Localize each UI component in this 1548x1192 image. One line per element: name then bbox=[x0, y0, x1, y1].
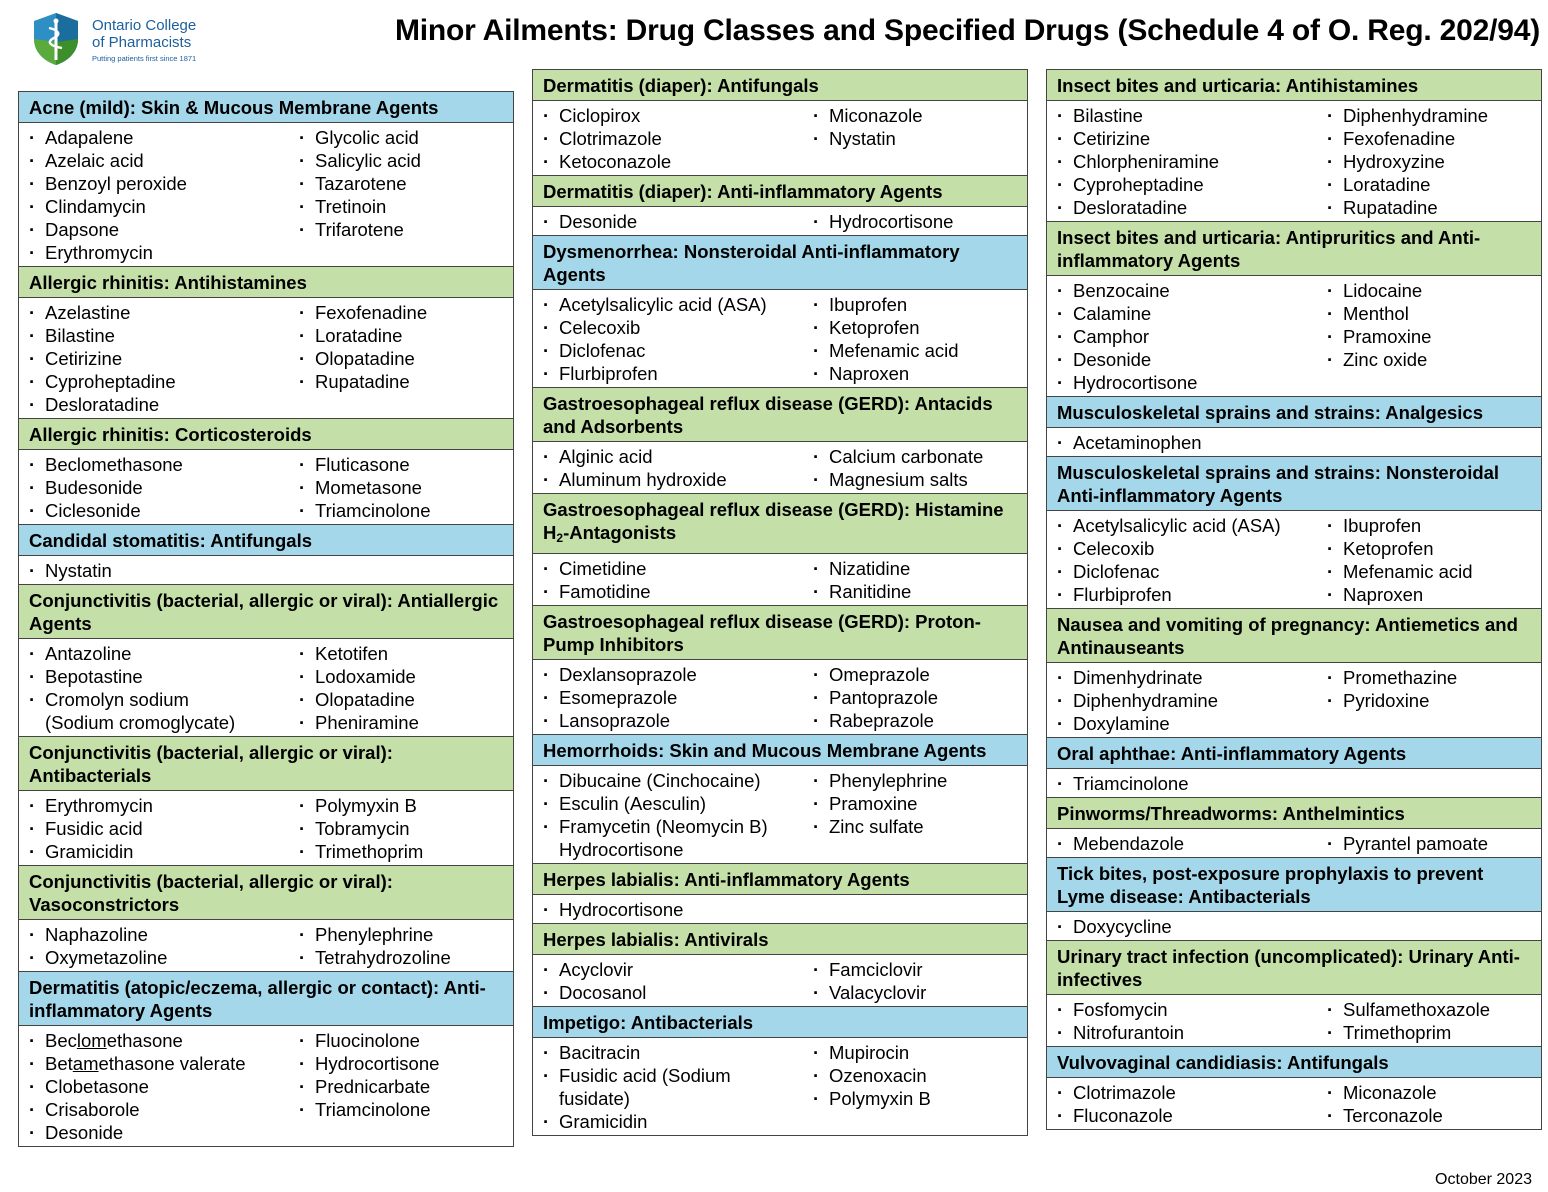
logo-name-line1: Ontario College bbox=[92, 17, 197, 34]
drug-list bbox=[1047, 829, 1541, 857]
drug-list-right bbox=[297, 1029, 505, 1144]
ailment-section bbox=[533, 735, 1027, 864]
drug-list bbox=[1047, 663, 1541, 737]
drug-list-right bbox=[1325, 279, 1533, 394]
drug-list-left bbox=[27, 301, 297, 416]
drug-item: · Tobramycin bbox=[297, 817, 505, 840]
drug-item: · Promethazine bbox=[1325, 666, 1533, 689]
drug-item: · Bilastine bbox=[27, 324, 297, 347]
drug-item: · Zinc sulfate bbox=[811, 815, 1019, 838]
drug-list-right bbox=[1325, 1081, 1533, 1127]
drug-item: · Desonide bbox=[27, 1121, 297, 1144]
drug-item: · Lansoprazole bbox=[541, 709, 811, 732]
drug-list-right bbox=[811, 958, 1019, 1004]
drug-list-left bbox=[27, 642, 297, 734]
drug-list bbox=[1047, 995, 1541, 1046]
drug-item: · Omeprazole bbox=[811, 663, 1019, 686]
drug-list-right bbox=[297, 642, 505, 734]
section-header: Insect bites and urticaria: Antipruritics and Anti-inflammatory Agents bbox=[1047, 222, 1541, 276]
ailment-section bbox=[1047, 798, 1541, 858]
drug-item: · Valacyclovir bbox=[811, 981, 1019, 1004]
drug-item: · Mefenamic acid bbox=[811, 339, 1019, 362]
drug-list-right bbox=[1325, 832, 1533, 855]
drug-item: · Trifarotene bbox=[297, 218, 505, 241]
section-header: Impetigo: Antibacterials bbox=[533, 1007, 1027, 1038]
section-header: Pinworms/Threadworms: Anthelmintics bbox=[1047, 798, 1541, 829]
ailment-section bbox=[19, 972, 513, 1146]
drug-list-right bbox=[297, 301, 505, 416]
drug-list-left bbox=[541, 1041, 811, 1133]
drug-item: · Ibuprofen bbox=[1325, 514, 1533, 537]
drug-list-left bbox=[27, 559, 297, 582]
drug-list-right bbox=[297, 923, 505, 969]
drug-list-left bbox=[1055, 772, 1325, 795]
drug-item: · Mebendazole bbox=[1055, 832, 1325, 855]
drug-item: · Salicylic acid bbox=[297, 149, 505, 172]
drug-item: · Docosanol bbox=[541, 981, 811, 1004]
drug-item: · Ketoconazole bbox=[541, 150, 811, 173]
section-header: Conjunctivitis (bacterial, allergic or viral): Antibacterials bbox=[19, 737, 513, 791]
drug-item: · Calamine bbox=[1055, 302, 1325, 325]
ailment-section bbox=[19, 737, 513, 866]
drug-item: · Ciclopirox bbox=[541, 104, 811, 127]
drug-list-left bbox=[1055, 1081, 1325, 1127]
ailment-section bbox=[533, 494, 1027, 606]
drug-item: · Desloratadine bbox=[1055, 196, 1325, 219]
section-header: Gastroesophageal reflux disease (GERD): Proton-Pump Inhibitors bbox=[533, 606, 1027, 660]
drug-list bbox=[1047, 276, 1541, 396]
drug-item: · Tazarotene bbox=[297, 172, 505, 195]
section-header: Dermatitis (diaper): Antifungals bbox=[533, 70, 1027, 101]
section-header: Gastroesophageal reflux disease (GERD): Histamine $H_2$-Antagonists bbox=[533, 494, 1027, 554]
section-header: Acne (mild): Skin & Mucous Membrane Agents bbox=[19, 92, 513, 123]
drug-item: · Nitrofurantoin bbox=[1055, 1021, 1325, 1044]
section-header: Dermatitis (atopic/eczema, allergic or contact): Anti-inflammatory Agents bbox=[19, 972, 513, 1026]
drug-list-right bbox=[1325, 431, 1533, 454]
drug-item: · Acetylsalicylic acid (ASA) bbox=[541, 293, 811, 316]
drug-item: · Fluconazole bbox=[1055, 1104, 1325, 1127]
drug-item: · Clobetasone bbox=[27, 1075, 297, 1098]
drug-list-left bbox=[1055, 514, 1325, 606]
drug-item: · Acetaminophen bbox=[1055, 431, 1325, 454]
drug-item: · Pramoxine bbox=[811, 792, 1019, 815]
drug-item: · Famciclovir bbox=[811, 958, 1019, 981]
drug-list bbox=[1047, 912, 1541, 940]
section-header: Herpes labialis: Antivirals bbox=[533, 924, 1027, 955]
section-header: Musculoskeletal sprains and strains: Analgesics bbox=[1047, 397, 1541, 428]
ailment-section bbox=[533, 388, 1027, 494]
drug-list-right bbox=[297, 559, 505, 582]
drug-item: · Cetirizine bbox=[1055, 127, 1325, 150]
drug-list bbox=[19, 639, 513, 736]
ailment-section bbox=[19, 525, 513, 585]
drug-list-right bbox=[811, 104, 1019, 173]
section-header: Insect bites and urticaria: Antihistamines bbox=[1047, 70, 1541, 101]
drug-item: · Flurbiprofen bbox=[541, 362, 811, 385]
ailment-section bbox=[1047, 70, 1541, 222]
drug-item: · Ibuprofen bbox=[811, 293, 1019, 316]
drug-list-right bbox=[1325, 514, 1533, 606]
drug-list bbox=[19, 920, 513, 971]
drug-list-left bbox=[27, 1029, 297, 1144]
drug-item: · Hydroxyzine bbox=[1325, 150, 1533, 173]
drug-item: · Mometasone bbox=[297, 476, 505, 499]
drug-list-left bbox=[1055, 666, 1325, 735]
drug-item: · Diclofenac bbox=[1055, 560, 1325, 583]
section-header: Candidal stomatitis: Antifungals bbox=[19, 525, 513, 556]
ailment-section bbox=[533, 70, 1027, 176]
drug-list-left bbox=[541, 104, 811, 173]
drug-list bbox=[533, 207, 1027, 235]
drug-item: · Polymyxin B bbox=[811, 1087, 1019, 1110]
drug-item: · Naproxen bbox=[811, 362, 1019, 385]
drug-item: · Ranitidine bbox=[811, 580, 1019, 603]
drug-item: · Clotrimazole bbox=[541, 127, 811, 150]
drug-list-right bbox=[1325, 104, 1533, 219]
drug-item: · Loratadine bbox=[1325, 173, 1533, 196]
drug-list bbox=[533, 660, 1027, 734]
section-header: Conjunctivitis (bacterial, allergic or viral): Vasoconstrictors bbox=[19, 866, 513, 920]
drug-list-right bbox=[1325, 772, 1533, 795]
drug-list-right bbox=[811, 898, 1019, 921]
drug-list bbox=[533, 554, 1027, 605]
section-header: Dysmenorrhea: Nonsteroidal Anti-inflammatory Agents bbox=[533, 236, 1027, 290]
drug-list bbox=[533, 101, 1027, 175]
drug-list-left bbox=[541, 898, 811, 921]
drug-item: · Tretinoin bbox=[297, 195, 505, 218]
drug-item: · Pyrantel pamoate bbox=[1325, 832, 1533, 855]
drug-item: · Diphenhydramine bbox=[1055, 689, 1325, 712]
drug-list bbox=[19, 1026, 513, 1146]
drug-item: · Chlorpheniramine bbox=[1055, 150, 1325, 173]
drug-item: · Desonide bbox=[1055, 348, 1325, 371]
drug-list-right bbox=[1325, 998, 1533, 1044]
ailment-section bbox=[1047, 397, 1541, 457]
drug-list-left bbox=[1055, 832, 1325, 855]
drug-item: · Pyridoxine bbox=[1325, 689, 1533, 712]
drug-item: · Zinc oxide bbox=[1325, 348, 1533, 371]
section-header: Tick bites, post-exposure prophylaxis to prevent Lyme disease: Antibacterials bbox=[1047, 858, 1541, 912]
drug-item: · Miconazole bbox=[811, 104, 1019, 127]
ailment-section bbox=[1047, 738, 1541, 798]
drug-item: · Glycolic acid bbox=[297, 126, 505, 149]
drug-list bbox=[533, 955, 1027, 1006]
drug-list-left bbox=[541, 293, 811, 385]
drug-item: · Desonide bbox=[541, 210, 811, 233]
section-header: Vulvovaginal candidiasis: Antifungals bbox=[1047, 1047, 1541, 1078]
drug-list bbox=[19, 298, 513, 418]
drug-list bbox=[19, 556, 513, 584]
drug-list-right bbox=[811, 769, 1019, 861]
drug-item: · Doxylamine bbox=[1055, 712, 1325, 735]
drug-item: · Cromolyn sodium bbox=[27, 688, 297, 711]
drug-item: · Fexofenadine bbox=[297, 301, 505, 324]
drug-list-left bbox=[541, 445, 811, 491]
section-header: Allergic rhinitis: Corticosteroids bbox=[19, 419, 513, 450]
drug-item: · Miconazole bbox=[1325, 1081, 1533, 1104]
drug-item: · Loratadine bbox=[297, 324, 505, 347]
drug-item: · Phenylephrine bbox=[811, 769, 1019, 792]
drug-item: · Triamcinolone bbox=[1055, 772, 1325, 795]
drug-item: · Betamethasone valerate bbox=[27, 1052, 297, 1075]
ailment-section bbox=[533, 1007, 1027, 1135]
drug-item: · Mupirocin bbox=[811, 1041, 1019, 1064]
drug-item: · Rupatadine bbox=[297, 370, 505, 393]
drug-item: · Esomeprazole bbox=[541, 686, 811, 709]
drug-item: · Acyclovir bbox=[541, 958, 811, 981]
drug-item: · Camphor bbox=[1055, 325, 1325, 348]
drug-item: · Celecoxib bbox=[1055, 537, 1325, 560]
shield-icon bbox=[32, 12, 80, 66]
drug-list-right bbox=[811, 210, 1019, 233]
drug-item: · Pheniramine bbox=[297, 711, 505, 734]
section-header: Allergic rhinitis: Antihistamines bbox=[19, 267, 513, 298]
drug-list bbox=[1047, 511, 1541, 608]
drug-item: · Lidocaine bbox=[1325, 279, 1533, 302]
drug-item: · Mefenamic acid bbox=[1325, 560, 1533, 583]
drug-item: · Gramicidin bbox=[541, 1110, 811, 1133]
drug-list-left bbox=[1055, 431, 1325, 454]
drug-item: · Naphazoline bbox=[27, 923, 297, 946]
drug-item: fusidate) bbox=[559, 1088, 630, 1109]
section-header: Dermatitis (diaper): Anti-inflammatory Agents bbox=[533, 176, 1027, 207]
drug-list-right bbox=[297, 794, 505, 863]
drug-item: · Desloratadine bbox=[27, 393, 297, 416]
publication-date: October 2023 bbox=[1435, 1171, 1532, 1188]
drug-item: · Esculin (Aesculin) bbox=[541, 792, 811, 815]
ailment-section bbox=[533, 176, 1027, 236]
ailment-section bbox=[1047, 941, 1541, 1047]
drug-list-left bbox=[1055, 915, 1325, 938]
ailment-section bbox=[1047, 457, 1541, 609]
drug-list-right bbox=[811, 1041, 1019, 1133]
drug-item: · Rupatadine bbox=[1325, 196, 1533, 219]
drug-list-left bbox=[27, 126, 297, 264]
drug-item: · Sulfamethoxazole bbox=[1325, 998, 1533, 1021]
drug-item: · Ketoprofen bbox=[811, 316, 1019, 339]
drug-item: · Cyproheptadine bbox=[27, 370, 297, 393]
drug-item: · Dimenhydrinate bbox=[1055, 666, 1325, 689]
drug-item: · Pramoxine bbox=[1325, 325, 1533, 348]
drug-list-left bbox=[27, 794, 297, 863]
drug-item: · Diphenhydramine bbox=[1325, 104, 1533, 127]
column-1 bbox=[18, 91, 514, 1147]
drug-item: · Prednicarbate bbox=[297, 1075, 505, 1098]
drug-item: · Erythromycin bbox=[27, 241, 297, 264]
drug-item: · Adapalene bbox=[27, 126, 297, 149]
drug-item: · Fluticasone bbox=[297, 453, 505, 476]
section-header: Musculoskeletal sprains and strains: Nonsteroidal Anti-inflammatory Agents bbox=[1047, 457, 1541, 511]
column-2 bbox=[532, 69, 1028, 1136]
drug-item: · Beclomethasone bbox=[27, 453, 297, 476]
drug-item: · Fusidic acid bbox=[27, 817, 297, 840]
drug-item: · Calcium carbonate bbox=[811, 445, 1019, 468]
drug-item: · Budesonide bbox=[27, 476, 297, 499]
drug-item: · Tetrahydrozoline bbox=[297, 946, 505, 969]
drug-list bbox=[533, 895, 1027, 923]
drug-item: · Acetylsalicylic acid (ASA) bbox=[1055, 514, 1325, 537]
drug-item: · Clindamycin bbox=[27, 195, 297, 218]
column-3 bbox=[1046, 69, 1542, 1130]
drug-list bbox=[533, 766, 1027, 863]
drug-item: · Fluocinolone bbox=[297, 1029, 505, 1052]
logo-tagline: Putting patients first since 1871 bbox=[92, 54, 197, 63]
drug-item: · Ketotifen bbox=[297, 642, 505, 665]
drug-item: · Celecoxib bbox=[541, 316, 811, 339]
ailment-section bbox=[19, 866, 513, 972]
drug-item: · Diclofenac bbox=[541, 339, 811, 362]
ailment-section bbox=[1047, 609, 1541, 738]
section-header: Hemorrhoids: Skin and Mucous Membrane Agents bbox=[533, 735, 1027, 766]
drug-item: · Hydrocortisone bbox=[811, 210, 1019, 233]
drug-list bbox=[19, 123, 513, 266]
drug-item: · Famotidine bbox=[541, 580, 811, 603]
drug-list bbox=[533, 1038, 1027, 1135]
drug-item: · Crisaborole bbox=[27, 1098, 297, 1121]
drug-list bbox=[19, 791, 513, 865]
drug-item: · Hydrocortisone bbox=[1055, 371, 1325, 394]
drug-item: · Aluminum hydroxide bbox=[541, 468, 811, 491]
drug-item: · Ketoprofen bbox=[1325, 537, 1533, 560]
drug-item: · Fexofenadine bbox=[1325, 127, 1533, 150]
drug-list-right bbox=[811, 293, 1019, 385]
drug-item: · Bepotastine bbox=[27, 665, 297, 688]
drug-list-left bbox=[1055, 998, 1325, 1044]
drug-item: · Framycetin (Neomycin B) bbox=[541, 815, 811, 838]
drug-item: · Nizatidine bbox=[811, 557, 1019, 580]
ailment-section bbox=[19, 585, 513, 737]
drug-list-left bbox=[1055, 279, 1325, 394]
drug-item: · Trimethoprim bbox=[1325, 1021, 1533, 1044]
drug-list-left bbox=[541, 769, 811, 861]
drug-list-right bbox=[297, 126, 505, 264]
drug-item: · Polymyxin B bbox=[297, 794, 505, 817]
drug-item: · Olopatadine bbox=[297, 347, 505, 370]
drug-item: · Azelastine bbox=[27, 301, 297, 324]
logo-name-line2: of Pharmacists bbox=[92, 34, 192, 51]
drug-item: · Antazoline bbox=[27, 642, 297, 665]
drug-item: · Oxymetazoline bbox=[27, 946, 297, 969]
drug-list bbox=[1047, 769, 1541, 797]
drug-list-left bbox=[27, 453, 297, 522]
drug-list-right bbox=[811, 663, 1019, 732]
drug-list-right bbox=[297, 453, 505, 522]
drug-item: Hydrocortisone bbox=[559, 839, 684, 860]
drug-item: · Fosfomycin bbox=[1055, 998, 1325, 1021]
drug-item: · Erythromycin bbox=[27, 794, 297, 817]
drug-item: · Magnesium salts bbox=[811, 468, 1019, 491]
drug-list-right bbox=[1325, 666, 1533, 735]
drug-item: · Alginic acid bbox=[541, 445, 811, 468]
drug-item: · Cimetidine bbox=[541, 557, 811, 580]
drug-item: · Fusidic acid (Sodium bbox=[541, 1064, 811, 1087]
drug-list-right bbox=[1325, 915, 1533, 938]
drug-item: · Pantoprazole bbox=[811, 686, 1019, 709]
drug-item: · Menthol bbox=[1325, 302, 1533, 325]
drug-item: · Benzoyl peroxide bbox=[27, 172, 297, 195]
drug-item: · Phenylephrine bbox=[297, 923, 505, 946]
drug-item: · Nystatin bbox=[811, 127, 1019, 150]
drug-item: · Benzocaine bbox=[1055, 279, 1325, 302]
drug-item: · Flurbiprofen bbox=[1055, 583, 1325, 606]
ailment-section bbox=[1047, 1047, 1541, 1129]
drug-item: · Dibucaine (Cinchocaine) bbox=[541, 769, 811, 792]
drug-item: · Nystatin bbox=[27, 559, 297, 582]
drug-list bbox=[1047, 428, 1541, 456]
drug-list-left bbox=[541, 210, 811, 233]
ocp-logo bbox=[32, 12, 272, 68]
ailment-section bbox=[19, 419, 513, 525]
drug-item: · Triamcinolone bbox=[297, 499, 505, 522]
drug-item: · Olopatadine bbox=[297, 688, 505, 711]
drug-item: · Beclomethasone bbox=[27, 1029, 297, 1052]
section-header: Herpes labialis: Anti-inflammatory Agents bbox=[533, 864, 1027, 895]
drug-list bbox=[533, 442, 1027, 493]
drug-item: · Hydrocortisone bbox=[541, 898, 811, 921]
drug-item: (Sodium cromoglycate) bbox=[45, 712, 236, 733]
drug-list bbox=[1047, 101, 1541, 221]
ailment-section bbox=[1047, 858, 1541, 941]
section-header: Urinary tract infection (uncomplicated): Urinary Anti-infectives bbox=[1047, 941, 1541, 995]
drug-item: · Cetirizine bbox=[27, 347, 297, 370]
drug-item: · Cyproheptadine bbox=[1055, 173, 1325, 196]
ailment-section bbox=[533, 864, 1027, 924]
drug-item: · Doxycycline bbox=[1055, 915, 1325, 938]
drug-item: · Trimethoprim bbox=[297, 840, 505, 863]
drug-item: · Azelaic acid bbox=[27, 149, 297, 172]
drug-item: · Rabeprazole bbox=[811, 709, 1019, 732]
ailment-section bbox=[533, 924, 1027, 1007]
drug-list-left bbox=[27, 923, 297, 969]
drug-list-left bbox=[1055, 104, 1325, 219]
drug-item: · Bacitracin bbox=[541, 1041, 811, 1064]
drug-list-left bbox=[541, 663, 811, 732]
ailment-section bbox=[19, 92, 513, 267]
drug-item: · Gramicidin bbox=[27, 840, 297, 863]
drug-item: · Ozenoxacin bbox=[811, 1064, 1019, 1087]
drug-list-left bbox=[541, 557, 811, 603]
drug-item: · Triamcinolone bbox=[297, 1098, 505, 1121]
drug-list bbox=[19, 450, 513, 524]
ailment-section bbox=[19, 267, 513, 419]
drug-item: · Naproxen bbox=[1325, 583, 1533, 606]
drug-list-right bbox=[811, 445, 1019, 491]
drug-item: · Hydrocortisone bbox=[297, 1052, 505, 1075]
drug-item: · Dapsone bbox=[27, 218, 297, 241]
ailment-section bbox=[533, 606, 1027, 735]
drug-item: · Terconazole bbox=[1325, 1104, 1533, 1127]
section-header: Gastroesophageal reflux disease (GERD): Antacids and Adsorbents bbox=[533, 388, 1027, 442]
drug-item: · Bilastine bbox=[1055, 104, 1325, 127]
drug-item: · Ciclesonide bbox=[27, 499, 297, 522]
drug-list bbox=[1047, 1078, 1541, 1129]
ailment-section bbox=[1047, 222, 1541, 397]
drug-item: · Clotrimazole bbox=[1055, 1081, 1325, 1104]
drug-item: · Lodoxamide bbox=[297, 665, 505, 688]
section-header: Oral aphthae: Anti-inflammatory Agents bbox=[1047, 738, 1541, 769]
drug-item: · Dexlansoprazole bbox=[541, 663, 811, 686]
drug-list-right bbox=[811, 557, 1019, 603]
page-title: Minor Ailments: Drug Classes and Specified Drugs (Schedule 4 of O. Reg. 202/94) bbox=[394, 14, 1540, 47]
ailment-section bbox=[533, 236, 1027, 388]
drug-list-left bbox=[541, 958, 811, 1004]
section-header: Nausea and vomiting of pregnancy: Antiemetics and Antinauseants bbox=[1047, 609, 1541, 663]
section-header: Conjunctivitis (bacterial, allergic or viral): Antiallergic Agents bbox=[19, 585, 513, 639]
drug-list bbox=[533, 290, 1027, 387]
